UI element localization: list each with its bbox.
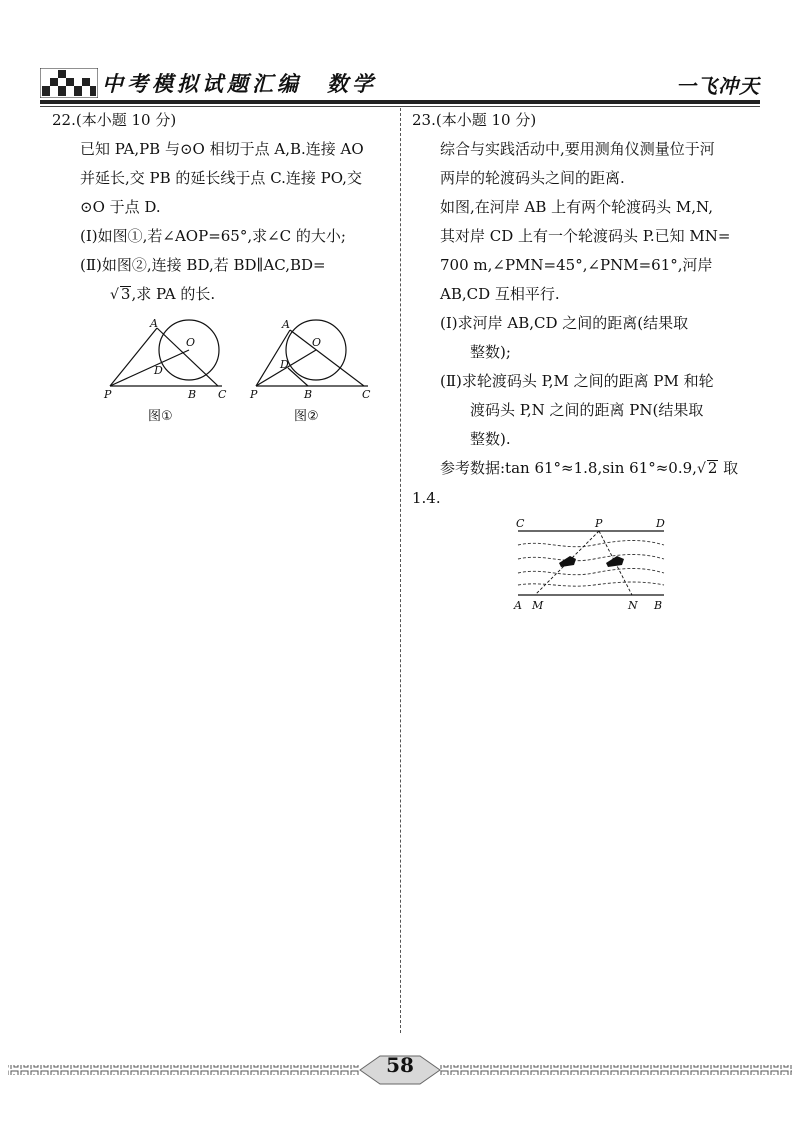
boat-icon <box>606 556 624 567</box>
q23-reference-text: 参考数据:tan 61°≈1.8,sin 61°≈0.9, <box>440 459 697 477</box>
fig2-label-D: D <box>280 358 289 371</box>
q23-intro-line-1: 综合与实践活动中,要用测角仪测量位于河 <box>440 140 715 158</box>
q23-heading: 23.(本小题 10 分) <box>412 111 537 129</box>
fig2-label-P: P <box>250 388 258 401</box>
q23-reference-line-2: 1.4. <box>412 489 441 507</box>
q22-heading: 22.(本小题 10 分) <box>52 111 177 129</box>
question-22 <box>52 106 392 424</box>
q22-part-2-tail: ,求 PA 的长. <box>131 285 216 303</box>
q22-figure-1-caption: 图① <box>148 409 173 424</box>
q22-part-1: (Ⅰ)如图①,若∠AOP=65°,求∠C 的大小; <box>80 227 346 245</box>
q22-figure-2 <box>248 314 378 404</box>
question-23 <box>412 106 762 629</box>
column-divider <box>400 108 401 1033</box>
page-header <box>40 62 760 102</box>
fig2-label-O: O <box>312 336 322 349</box>
q23-part-1-line-1: (Ⅰ)求河岸 AB,CD 之间的距离(结果取 <box>440 314 689 332</box>
header-rule <box>40 100 760 104</box>
fig1-label-P: P <box>104 388 112 401</box>
fig1-label-B: B <box>188 388 197 401</box>
river-label-C: C <box>516 519 525 530</box>
q23-part-2-line-1: (Ⅱ)求轮渡码头 P,M 之间的距离 PM 和轮 <box>440 372 714 390</box>
q23-part-2-line-3: 整数). <box>470 430 511 448</box>
q23-body-line-1: 如图,在河岸 AB 上有两个轮渡码头 M,N, <box>440 198 713 216</box>
checker-logo-icon <box>40 68 98 98</box>
q22-radicand: 3 <box>120 285 131 303</box>
river-label-A: A <box>514 599 522 612</box>
q23-intro-line-2: 两岸的轮渡码头之间的距离. <box>440 169 625 187</box>
q22-part-2-line-1: (Ⅱ)如图②,连接 BD,若 BD∥AC,BD= <box>80 256 326 274</box>
q22-stem-line-3: ⊙O 于点 D. <box>80 198 161 216</box>
boat-icon <box>559 556 576 567</box>
fig2-label-B: B <box>304 388 313 401</box>
brand-logo: 一飞冲天 <box>676 74 760 98</box>
page-number: 58 <box>386 1053 414 1077</box>
fig1-label-O: O <box>186 336 196 349</box>
q22-figure-2-caption: 图② <box>294 409 319 424</box>
q23-river-figure <box>504 519 674 619</box>
fig1-label-D: D <box>154 364 163 377</box>
river-label-N: N <box>628 599 638 612</box>
fig2-label-A: A <box>282 318 290 331</box>
sqrt-sign-icon: √ <box>696 461 706 477</box>
q23-body-line-3: 700 m,∠PMN=45°,∠PNM=61°,河岸 <box>440 256 713 274</box>
q23-part-1-line-2: 整数); <box>470 343 511 361</box>
fig1-label-A: A <box>150 317 158 330</box>
q22-figure-1 <box>102 314 232 404</box>
q22-figures <box>52 314 392 424</box>
river-label-P: P <box>595 519 603 530</box>
q23-radicand: 2 <box>707 459 718 477</box>
river-label-M: M <box>532 599 544 612</box>
q23-part-2-line-2: 渡码头 P,N 之间的距离 PN(结果取 <box>470 401 704 419</box>
river-label-B: B <box>654 599 663 612</box>
q22-stem-line-2: 并延长,交 PB 的延长线于点 C.连接 PO,交 <box>80 169 362 187</box>
q22-stem-line-1: 已知 PA,PB 与⊙O 相切于点 A,B.连接 AO <box>80 140 364 158</box>
q23-reference-tail: 取 <box>718 459 739 477</box>
river-label-D: D <box>656 519 665 530</box>
q23-body-line-2: 其对岸 CD 上有一个轮渡码头 P.已知 MN= <box>440 227 731 245</box>
sqrt-sign-icon: √ <box>110 287 119 303</box>
fig2-label-C: C <box>362 388 371 401</box>
book-title: 中考模拟试题汇编 数学 <box>102 72 377 96</box>
q23-body-line-4: AB,CD 互相平行. <box>440 285 560 303</box>
q22-part-2-line-2 <box>110 280 392 310</box>
q23-reference-line-1 <box>440 454 762 484</box>
fig1-label-C: C <box>218 388 227 401</box>
